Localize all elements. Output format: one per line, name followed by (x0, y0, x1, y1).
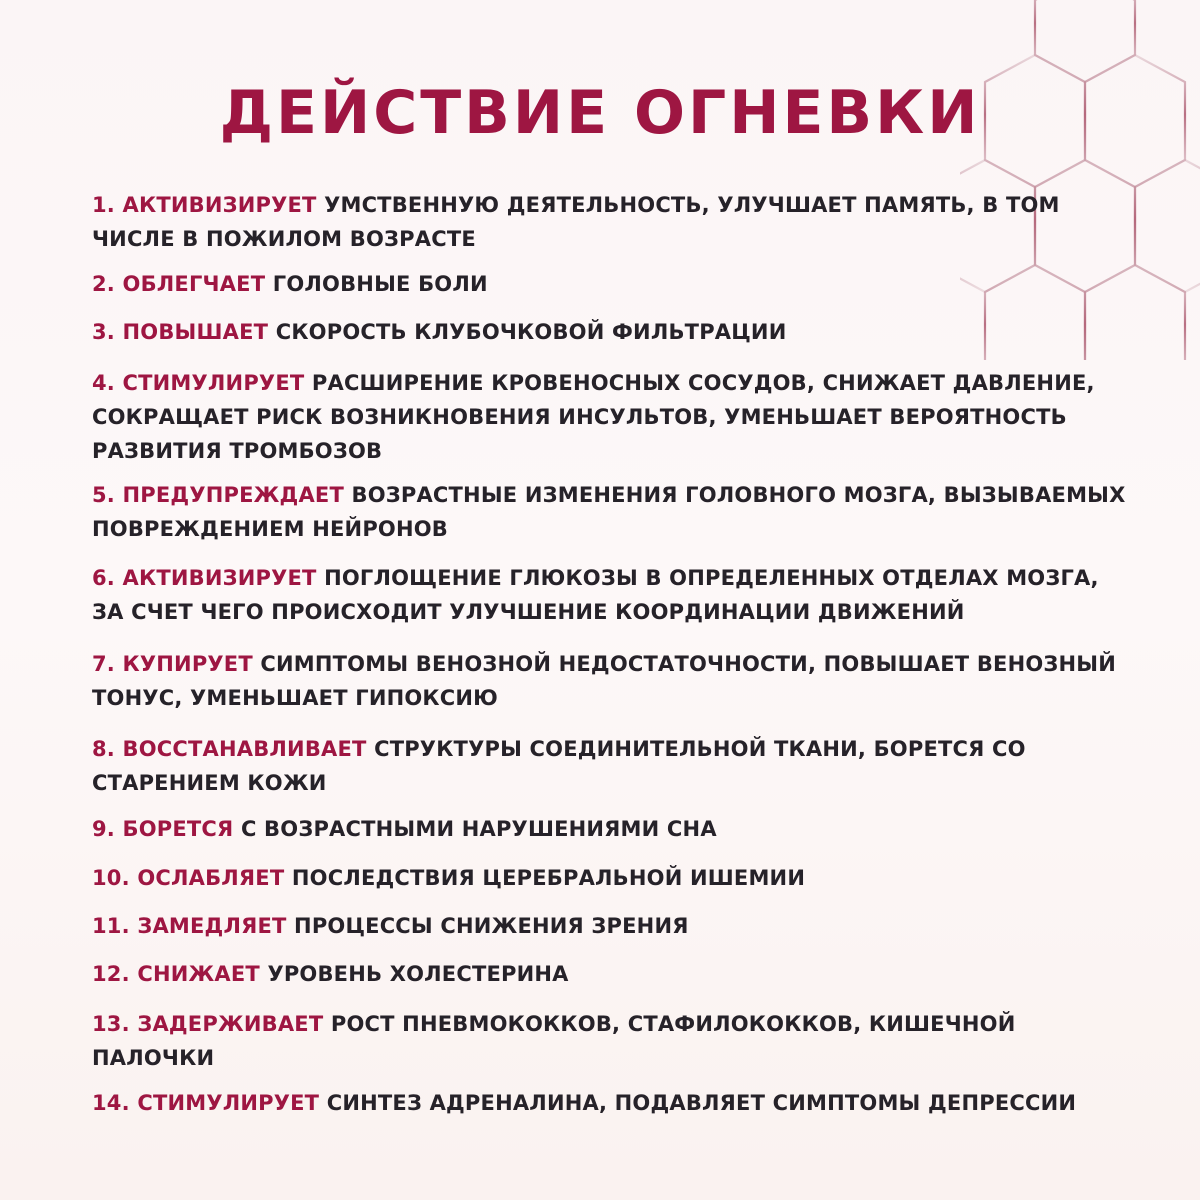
benefit-text: СИМПТОМЫ ВЕНОЗНОЙ НЕДОСТАТОЧНОСТИ, ПОВЫШАЕТ ВЕНОЗНЫЙ ТОНУС, УМЕНЬШАЕТ ГИПОКСИЮ (92, 652, 1117, 710)
benefit-text: ВОЗРАСТНЫЕ ИЗМЕНЕНИЯ ГОЛОВНОГО МОЗГА, ВЫЗЫВАЕМЫХ ПОВРЕЖДЕНИЕМ НЕЙРОНОВ (92, 483, 1126, 541)
benefit-verb: ЗАМЕДЛЯЕТ (137, 914, 287, 938)
benefit-item (92, 1007, 1132, 1075)
benefit-number: 2. (92, 272, 115, 296)
benefit-text: ПРОЦЕССЫ СНИЖЕНИЯ ЗРЕНИЯ (294, 914, 689, 938)
benefit-verb: ЗАДЕРЖИВАЕТ (137, 1012, 324, 1036)
benefit-item (92, 366, 1132, 468)
benefit-text: СТРУКТУРЫ СОЕДИНИТЕЛЬНОЙ ТКАНИ, БОРЕТСЯ СО СТАРЕНИЕМ КОЖИ (92, 737, 1026, 795)
benefit-text: РОСТ ПНЕВМОКОККОВ, СТАФИЛОКОККОВ, КИШЕЧНОЙ ПАЛОЧКИ (92, 1012, 1016, 1070)
benefit-verb: ОБЛЕГЧАЕТ (122, 272, 266, 296)
benefit-number: 14. (92, 1091, 130, 1115)
benefit-text: С ВОЗРАСТНЫМИ НАРУШЕНИЯМИ СНА (240, 817, 717, 841)
benefit-text: УРОВЕНЬ ХОЛЕСТЕРИНА (267, 962, 569, 986)
benefit-item (92, 861, 1132, 895)
benefit-text: ГОЛОВНЫЕ БОЛИ (272, 272, 488, 296)
benefit-text: ПОГЛОЩЕНИЕ ГЛЮКОЗЫ В ОПРЕДЕЛЕННЫХ ОТДЕЛАХ МОЗГА, ЗА СЧЕТ ЧЕГО ПРОИСХОДИТ УЛУЧШЕНИЕ КООРДИНАЦИИ ДВИЖЕНИЙ (92, 566, 1099, 624)
benefit-verb: ПРЕДУПРЕЖДАЕТ (122, 483, 344, 507)
page-title: ДЕЙСТВИЕ ОГНЕВКИ (219, 78, 981, 148)
benefit-text: УМСТВЕННУЮ ДЕЯТЕЛЬНОСТЬ, УЛУЧШАЕТ ПАМЯТЬ, В ТОМ ЧИСЛЕ В ПОЖИЛОМ ВОЗРАСТЕ (92, 193, 1060, 251)
benefit-number: 10. (92, 866, 130, 890)
benefit-verb: ПОВЫШАЕТ (122, 320, 269, 344)
benefit-text: РАСШИРЕНИЕ КРОВЕНОСНЫХ СОСУДОВ, СНИЖАЕТ ДАВЛЕНИЕ, СОКРАЩАЕТ РИСК ВОЗНИКНОВЕНИЯ ИНСУЛЬТОВ, УМЕНЬШАЕТ ВЕРОЯТНОСТЬ РАЗВИТИЯ ТРОМБОЗОВ (92, 371, 1095, 463)
benefit-item (92, 188, 1132, 256)
benefit-number: 12. (92, 962, 130, 986)
benefit-verb: СТИМУЛИРУЕТ (137, 1091, 320, 1115)
benefit-verb: АКТИВИЗИРУЕТ (122, 566, 317, 590)
benefit-text: ПОСЛЕДСТВИЯ ЦЕРЕБРАЛЬНОЙ ИШЕМИИ (291, 866, 806, 890)
benefit-item (92, 478, 1132, 546)
benefit-verb: БОРЕТСЯ (122, 817, 234, 841)
benefit-number: 3. (92, 320, 115, 344)
benefit-verb: ВОССТАНАВЛИВАЕТ (122, 737, 367, 761)
benefit-item (92, 732, 1132, 800)
benefit-number: 7. (92, 652, 115, 676)
benefit-verb: ОСЛАБЛЯЕТ (137, 866, 285, 890)
benefit-text: СИНТЕЗ АДРЕНАЛИНА, ПОДАВЛЯЕТ СИМПТОМЫ ДЕПРЕССИИ (326, 1091, 1077, 1115)
benefit-verb: КУПИРУЕТ (122, 652, 253, 676)
benefit-verb: АКТИВИЗИРУЕТ (122, 193, 317, 217)
benefit-number: 8. (92, 737, 115, 761)
benefit-verb: СНИЖАЕТ (137, 962, 260, 986)
benefit-item (92, 1086, 1132, 1120)
benefit-number: 9. (92, 817, 115, 841)
benefit-item (92, 315, 1132, 349)
benefit-item (92, 647, 1132, 715)
benefit-item (92, 267, 1132, 301)
benefit-number: 1. (92, 193, 115, 217)
benefit-number: 13. (92, 1012, 130, 1036)
benefit-text: СКОРОСТЬ КЛУБОЧКОВОЙ ФИЛЬТРАЦИИ (275, 320, 787, 344)
benefit-number: 11. (92, 914, 130, 938)
benefit-number: 4. (92, 371, 115, 395)
benefit-number: 5. (92, 483, 115, 507)
benefit-item (92, 812, 1132, 846)
honeycomb-pattern (960, 0, 1200, 360)
benefit-item (92, 957, 1132, 991)
benefit-item (92, 561, 1132, 629)
benefit-number: 6. (92, 566, 115, 590)
benefit-verb: СТИМУЛИРУЕТ (122, 371, 305, 395)
benefit-item (92, 909, 1132, 943)
